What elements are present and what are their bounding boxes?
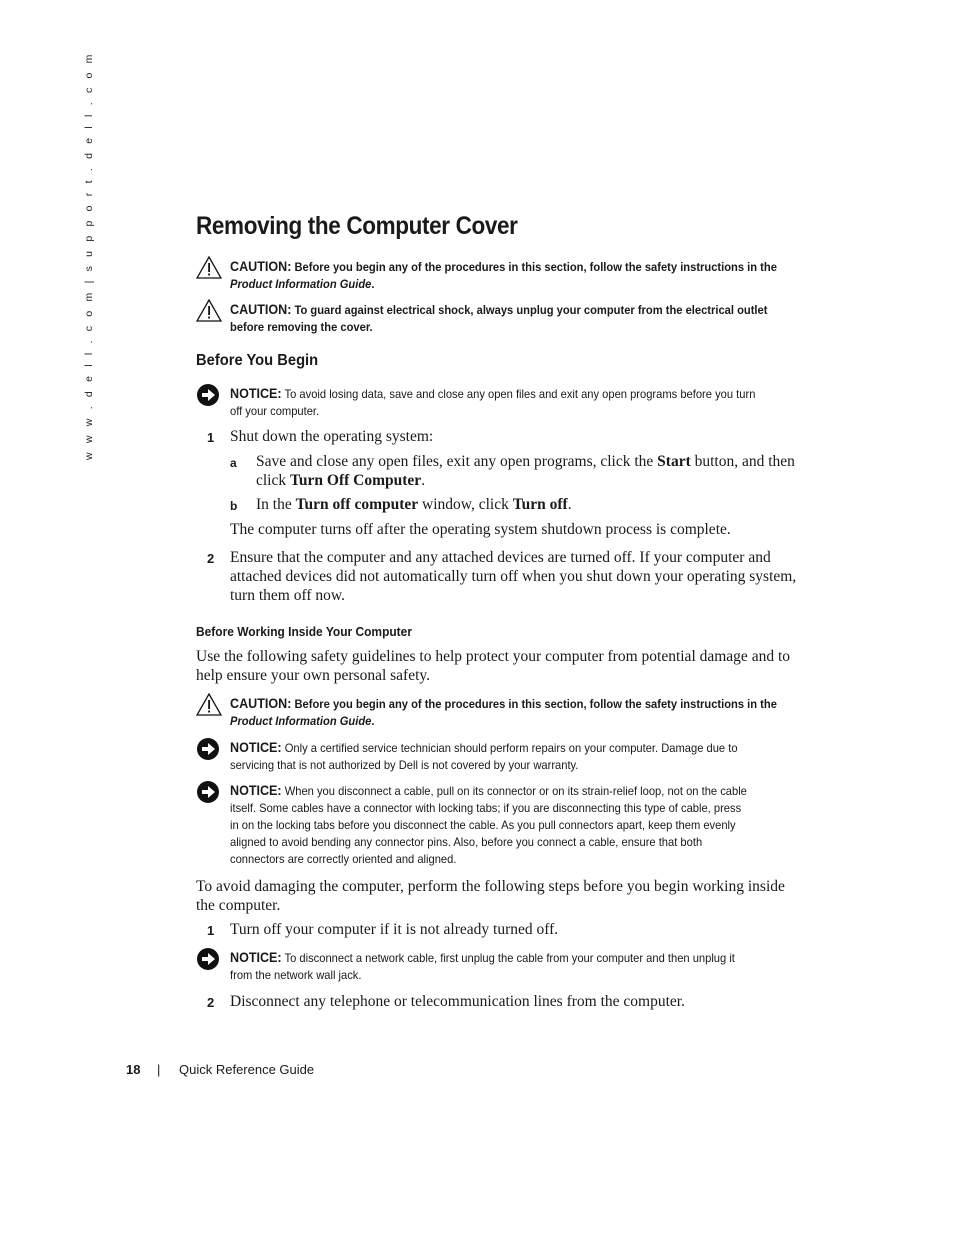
page-title: Removing the Computer Cover <box>196 212 518 240</box>
caution-label: CAUTION: <box>230 259 292 274</box>
notice-text-cont: off your computer. <box>230 404 320 418</box>
notice-text-cont: aligned to avoid bending any connector pins. Also, before you connect a cable, ensure that both <box>230 835 703 849</box>
caution-text: To guard against electrical shock, always unplug your computer from the electrical outlet <box>294 303 768 317</box>
section-heading-before-you-begin: Before You Begin <box>196 352 319 369</box>
notice-text: To disconnect a network cable, first unplug the cable from your computer and then unplug it <box>284 951 735 965</box>
intro-line1: Use the following safety guidelines to help protect your computer from potential damage and to <box>196 648 791 665</box>
notice-text: Only a certified service technician should perform repairs on your computer. Damage due to <box>284 741 738 755</box>
notice-text: To avoid losing data, save and close any open files and exit any open programs before you turn <box>284 387 756 401</box>
substep-a-mid: button, and then <box>690 453 795 470</box>
notice-label: NOTICE: <box>230 740 282 755</box>
step-number: 1 <box>207 923 215 938</box>
notice-note <box>196 739 818 774</box>
caution-text: Before you begin any of the procedures in this section, follow the safety instructions in the <box>294 260 777 274</box>
notice-arrow-icon <box>196 737 222 761</box>
turn-off-computer-window-label: Turn off computer <box>295 496 419 513</box>
step-text: Disconnect any telephone or telecommunication lines from the computer. <box>230 993 685 1010</box>
step-text: Turn off your computer if it is not already turned off. <box>230 921 559 938</box>
notice-label: NOTICE: <box>230 386 282 401</box>
footer-separator: | <box>157 1062 161 1077</box>
notice-text: When you disconnect a cable, pull on its connector or on its strain-relief loop, not on the cable <box>284 784 747 798</box>
substep-a-pre: Save and close any open files, exit any open programs, click the <box>256 453 658 470</box>
substep-a-end: . <box>421 472 426 489</box>
warning-icon <box>196 256 222 280</box>
caution-note <box>196 695 818 730</box>
caution-suffix: . <box>371 277 375 291</box>
notice-text-cont: connectors are correctly oriented and aligned. <box>230 852 457 866</box>
product-info-guide-ref: Product Information Guide <box>230 277 372 291</box>
footer-title: Quick Reference Guide <box>179 1062 315 1077</box>
step2-line1: Ensure that the computer and any attached devices are turned off. If your computer and <box>230 549 771 566</box>
step-followup-text: The computer turns off after the operating system shutdown process is complete. <box>230 521 731 538</box>
notice-label: NOTICE: <box>230 950 282 965</box>
caution-label: CAUTION: <box>230 696 292 711</box>
turn-off-label: Turn off <box>512 496 568 513</box>
notice-label: NOTICE: <box>230 783 282 798</box>
notice-text-cont: from the network wall jack. <box>230 968 362 982</box>
warning-icon <box>196 693 222 717</box>
notice-note <box>196 949 818 984</box>
substep-b-mid: window, click <box>418 496 513 513</box>
notice-text-cont: in on the locking tabs before you disconnect the cable. As you pull connectors apart, keep them evenly <box>230 818 736 832</box>
caution-suffix: . <box>371 714 375 728</box>
step-text <box>230 548 820 605</box>
notice-note <box>196 385 818 420</box>
notice-arrow-icon <box>196 780 222 804</box>
step-number: 2 <box>207 995 215 1010</box>
step2-line2: attached devices did not automatically turn off when you shut down your operating system, <box>230 568 797 585</box>
para-line2: the computer. <box>196 897 281 914</box>
caution-text-cont: before removing the cover. <box>230 320 373 334</box>
intro-line2: help ensure your own personal safety. <box>196 667 431 684</box>
intro-paragraph <box>196 647 818 685</box>
notice-arrow-icon <box>196 947 222 971</box>
substep-letter: a <box>230 456 237 470</box>
start-label: Start <box>657 453 691 470</box>
substep-b-pre: In the <box>256 496 296 513</box>
para-line1: To avoid damaging the computer, perform the following steps before you begin working inside <box>196 878 785 895</box>
section-heading-before-working-inside: Before Working Inside Your Computer <box>196 624 412 639</box>
substep-b-text <box>256 495 572 514</box>
notice-text-cont: servicing that is not authorized by Dell is not covered by your warranty. <box>230 758 579 772</box>
page-number: 18 <box>126 1062 141 1077</box>
step2-line3: turn them off now. <box>230 587 345 604</box>
substep-a-text <box>256 452 816 490</box>
step-number: 1 <box>207 430 215 445</box>
paragraph <box>196 877 818 915</box>
notice-arrow-icon <box>196 383 222 407</box>
step-number: 2 <box>207 551 215 566</box>
caution-note <box>196 301 818 336</box>
substep-letter: b <box>230 499 238 513</box>
caution-note <box>196 258 818 293</box>
caution-label: CAUTION: <box>230 302 292 317</box>
product-info-guide-ref: Product Information Guide <box>230 714 372 728</box>
turn-off-computer-label: Turn Off Computer <box>290 472 422 489</box>
substep-b-end: . <box>567 496 572 513</box>
step-text: Shut down the operating system: <box>230 428 434 445</box>
substep-a-line2: click <box>256 472 290 489</box>
sidebar-url: w w w . d e l l . c o m | s u p p o r t . d e l l . c o m <box>83 51 95 460</box>
caution-text: Before you begin any of the procedures in this section, follow the safety instructions in the <box>294 697 777 711</box>
warning-icon <box>196 299 222 323</box>
notice-note <box>196 782 818 868</box>
notice-text-cont: itself. Some cables have a connector with locking tabs; if you are disconnecting this type of cable, press <box>230 801 742 815</box>
